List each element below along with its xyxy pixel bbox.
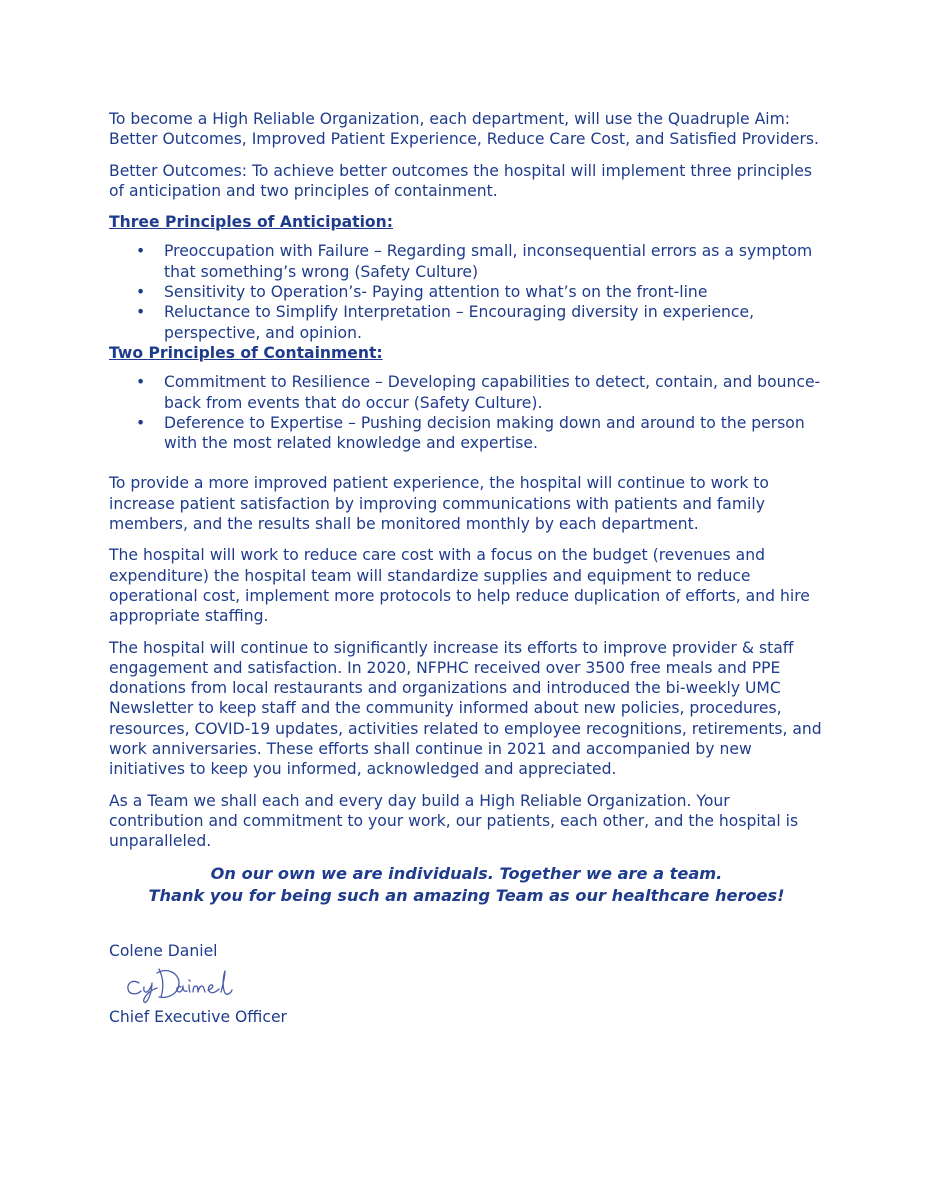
closing-statement [109,863,824,908]
providers-paragraph: The hospital will continue to significantly increase its efforts to improve provider & staff engagement and satisfaction. In 2020, NFPHC received over 3500 free meals and PPE donations from local restaurants and organizations and introduced the bi-weekly UMC Newsletter to keep staff and the community informed about new policies, procedures, resources, COVID-19 updates, activities related to employee recognitions, retirements, and work anniversaries. These efforts shall continue in 2021 and accompanied by new initiatives to keep you informed, acknowledged and appreciated. [109,638,822,779]
containment-heading: Two Principles of Containment: [109,343,383,362]
patient-experience-paragraph: To provide a more improved patient experience, the hospital will continue to work to increase patient satisfaction by improving communications with patients and family members, and the results shall be monitored monthly by each department. [109,474,769,534]
list-item: • Deference to Expertise – Pushing decision making down and around to the person with the most related knowledge and expertise. [109,413,824,454]
closing-line-1: On our own we are individuals. Together we are a team. [210,863,723,883]
letter-body [109,109,824,1027]
containment-list [109,372,824,453]
care-cost-paragraph: The hospital will work to reduce care cost with a focus on the budget (revenues and expenditure) the hospital team will standardize supplies and equipment to reduce operational cost, implement more protocols to help reduce duplication of efforts, and hire appropriate staffing. [109,546,810,626]
team-paragraph: As a Team we shall each and every day build a High Reliable Organization. Your contribution and commitment to your work, our patients, each other, and the hospital is unparalleled. [109,791,799,851]
handwritten-signature [119,961,249,1005]
list-item: • Preoccupation with Failure – Regarding small, inconsequential errors as a symptom that something’s wrong (Safety Culture) [109,241,824,282]
list-item: • Reluctance to Simplify Interpretation – Encouraging diversity in experience, perspective, and opinion. [109,302,824,343]
signer-name: Colene Daniel [109,941,218,960]
intro-paragraph: To become a High Reliable Organization, each department, will use the Quadruple Aim: Better Outcomes, Improved Patient Experience, Reduce Care Cost, and Satisfied Providers. [109,110,819,149]
anticipation-heading: Three Principles of Anticipation: [109,213,393,232]
list-item: • Commitment to Resilience – Developing capabilities to detect, contain, and bounce-back from events that do occur (Safety Culture). [109,372,824,413]
better-outcomes-paragraph: Better Outcomes: To achieve better outcomes the hospital will implement three principles of anticipation and two principles of containment. [109,161,812,200]
closing-line-2: Thank you for being such an amazing Team as our healthcare heroes! [148,886,785,905]
anticipation-list [109,241,824,342]
list-item: • Sensitivity to Operation’s- Paying attention to what’s on the front-line [109,282,824,302]
signer-title: Chief Executive Officer [109,1007,287,1026]
